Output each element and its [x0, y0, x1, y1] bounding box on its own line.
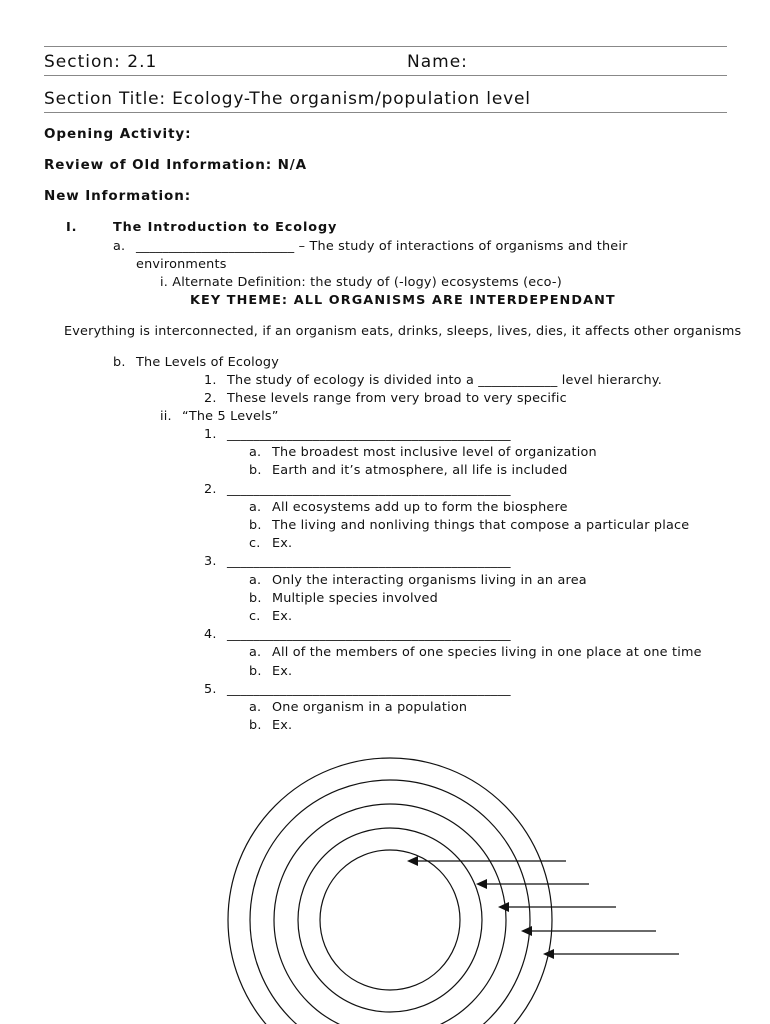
level-4-item-text: Ex. — [272, 663, 293, 679]
level-4-item-label: a. — [249, 645, 262, 661]
level-5-item-text: One organism in a population — [272, 700, 468, 715]
level-3-blank: ___________________________________________ — [227, 554, 511, 570]
level-3-item-label: b. — [249, 590, 262, 606]
diagram-arrow-5 — [543, 949, 679, 959]
diagram-ring-5 — [228, 758, 552, 1024]
level-2-item-label: a. — [249, 499, 262, 515]
level-2-item-text: All ecosystems add up to form the biosphere — [272, 499, 568, 515]
level-3-item-text: Multiple species involved — [272, 590, 438, 606]
title-rule — [44, 112, 727, 113]
level-3-item-text: Only the interacting organisms living in an area — [272, 572, 587, 588]
item-b2-number: 2. — [204, 391, 217, 406]
name-label: Name: — [407, 52, 468, 72]
level-4-blank: ___________________________________________ — [227, 627, 511, 643]
item-b-text: The Levels of Ecology — [136, 355, 280, 370]
level-5-item-label: b. — [249, 718, 262, 734]
topic-title: The Introduction to Ecology — [113, 220, 338, 235]
item-b1-number: 1. — [204, 373, 217, 388]
diagram-ring-1 — [320, 850, 460, 990]
key-theme: KEY THEME: ALL ORGANISMS ARE INTERDEPENDANT — [190, 293, 616, 308]
opening-activity-label: Opening Activity: — [44, 126, 192, 142]
diagram-arrow-3 — [498, 902, 616, 912]
five-levels-heading: “The 5 Levels” — [182, 409, 279, 424]
interconnected-statement: Everything is interconnected, if an organism eats, drinks, sleeps, lives, dies, it affects other organisms — [64, 324, 742, 339]
section-number: Section: 2.1 — [44, 52, 158, 72]
level-4-item-text: All of the members of one species living in one place at one time — [272, 645, 702, 661]
alternate-definition: i. Alternate Definition: the study of (-logy) ecosystems (eco-) — [160, 275, 562, 290]
item-b2-text: These levels range from very broad to very specific — [227, 391, 567, 406]
level-3-item-label: c. — [249, 609, 261, 624]
diagram-ring-2 — [298, 828, 482, 1012]
item-a-label: a. — [113, 239, 126, 254]
item-a-text-continued: environments — [136, 257, 227, 272]
level-5-blank: ___________________________________________ — [227, 681, 511, 697]
diagram-ring-3 — [274, 804, 506, 1024]
level-2-blank: ___________________________________________ — [227, 481, 511, 497]
level-5-item-text: Ex. — [272, 718, 293, 734]
item-b1-text: The study of ecology is divided into a ____________ level hierarchy. — [227, 373, 663, 388]
level-1-blank: ___________________________________________ — [227, 427, 511, 442]
level-1-item-text: The broadest most inclusive level of organization — [272, 445, 597, 461]
sub-ii-label: ii. — [160, 409, 172, 424]
diagram-arrow-4 — [521, 926, 656, 936]
level-2-item-text: Ex. — [272, 536, 293, 552]
diagram-ring-4 — [250, 780, 530, 1024]
review-label: Review of Old Information: N/A — [44, 157, 307, 173]
level-1-number: 1. — [204, 427, 217, 442]
new-information-label: New Information: — [44, 188, 192, 204]
item-a-text: ________________________ – The study of interactions of organisms and their — [136, 239, 628, 254]
level-3-item-label: a. — [249, 572, 262, 588]
diagram-arrow-2 — [476, 879, 589, 889]
header-rule — [44, 75, 727, 76]
topic-numeral: I. — [66, 220, 78, 235]
level-1-item-label: b. — [249, 463, 262, 479]
top-rule — [44, 46, 727, 47]
level-1-item-text: Earth and it’s atmosphere, all life is included — [272, 463, 568, 479]
level-1-item-label: a. — [249, 445, 262, 461]
level-2-item-text: The living and nonliving things that compose a particular place — [272, 518, 690, 533]
level-5-number: 5. — [204, 681, 217, 697]
level-3-item-text: Ex. — [272, 609, 293, 624]
level-4-number: 4. — [204, 627, 217, 643]
item-b-label: b. — [113, 355, 126, 370]
levels-diagram — [0, 740, 770, 1024]
level-2-number: 2. — [204, 481, 217, 497]
level-3-number: 3. — [204, 554, 217, 570]
level-4-item-label: b. — [249, 663, 262, 679]
level-2-item-label: b. — [249, 518, 262, 533]
level-2-item-label: c. — [249, 536, 261, 552]
section-title: Section Title: Ecology-The organism/population level — [44, 89, 531, 109]
level-5-item-label: a. — [249, 700, 262, 715]
